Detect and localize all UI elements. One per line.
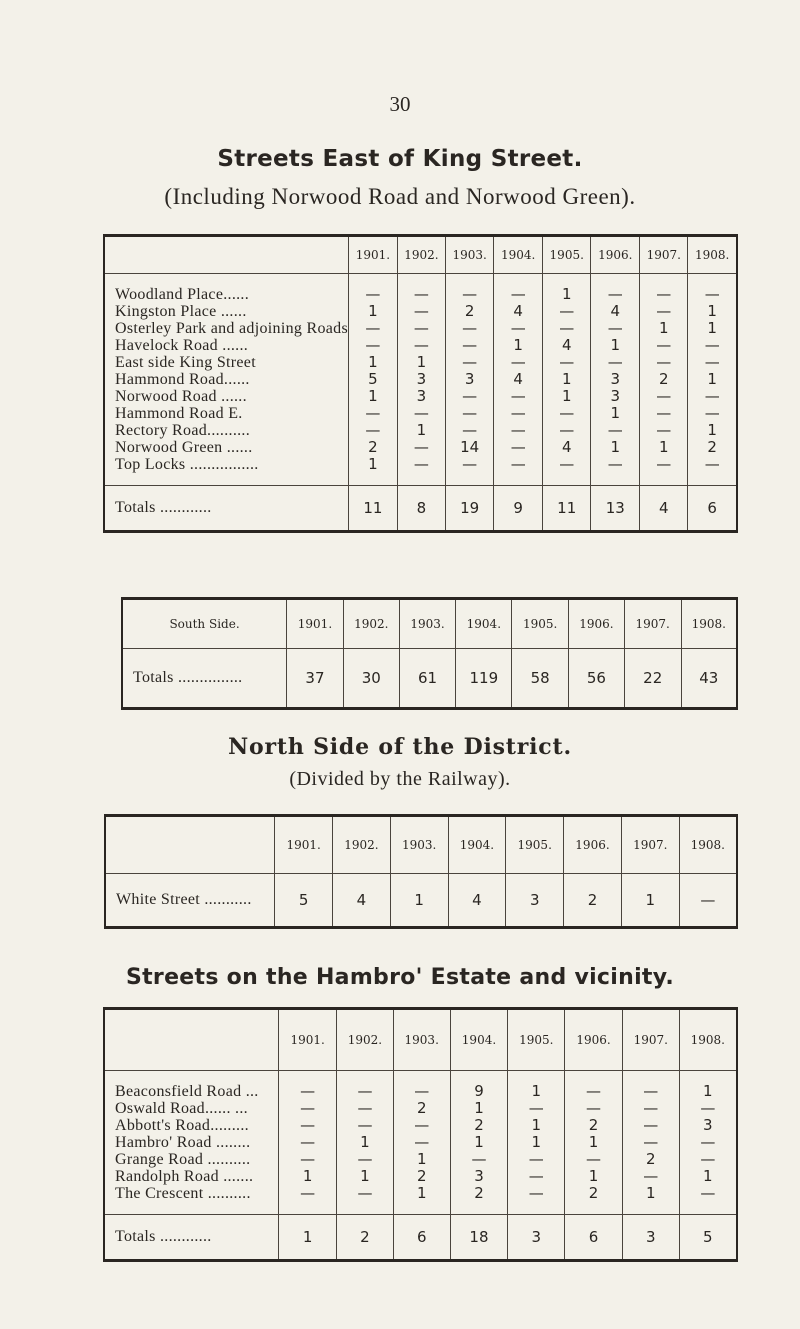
section1-subtitle: (Including Norwood Road and Norwood Green). bbox=[164, 184, 636, 209]
value-cell: 1 bbox=[508, 1134, 565, 1151]
street-name: Beaconsfield Road ... bbox=[115, 1083, 259, 1100]
value-cell: 3 bbox=[397, 371, 445, 388]
value-cell: 2 bbox=[565, 1185, 623, 1202]
total-cell: 18 bbox=[450, 1215, 508, 1261]
value-cell: 1 bbox=[688, 320, 737, 337]
value-cell: — bbox=[279, 1083, 337, 1100]
street-name: Top Locks ................ bbox=[115, 456, 259, 473]
table-row bbox=[104, 337, 737, 354]
value-cell: — bbox=[446, 354, 494, 371]
section4-totals-row bbox=[104, 1215, 737, 1261]
value-cell: — bbox=[393, 1117, 450, 1134]
value-cell: — bbox=[622, 1100, 679, 1117]
year-header: 1902. bbox=[333, 816, 391, 874]
value-cell: — bbox=[688, 337, 737, 354]
street-name: Rectory Road.......... bbox=[115, 422, 251, 439]
value-cell: — bbox=[508, 1151, 565, 1168]
value-cell: — bbox=[450, 1151, 508, 1168]
street-name: Grange Road .......... bbox=[115, 1151, 251, 1168]
year-header: 1906. bbox=[564, 816, 622, 874]
year-header: 1901. bbox=[279, 1009, 337, 1071]
year-header: 1907. bbox=[640, 236, 688, 274]
year-header: 1901. bbox=[287, 599, 344, 649]
year-header: 1904. bbox=[448, 816, 506, 874]
section2-header-row bbox=[122, 599, 737, 649]
value-cell: 4 bbox=[543, 439, 591, 456]
table-row bbox=[104, 286, 737, 303]
total-cell: 6 bbox=[393, 1215, 450, 1261]
value-cell: — bbox=[543, 422, 591, 439]
year-header: 1907. bbox=[624, 599, 681, 649]
total-cell: 58 bbox=[512, 649, 569, 709]
year-header: 1903. bbox=[393, 1009, 450, 1071]
street-name: Randolph Road ....... bbox=[115, 1168, 254, 1185]
value-cell: 4 bbox=[333, 874, 391, 928]
year-header: 1903. bbox=[399, 599, 456, 649]
value-cell: — bbox=[397, 405, 445, 422]
value-cell: — bbox=[640, 388, 688, 405]
year-header: 1905. bbox=[508, 1009, 565, 1071]
value-cell: 1 bbox=[640, 439, 688, 456]
totals-label: Totals ............ bbox=[104, 486, 348, 532]
value-cell: — bbox=[679, 874, 737, 928]
value-cell: — bbox=[446, 320, 494, 337]
value-cell: 9 bbox=[450, 1083, 508, 1100]
year-header: 1903. bbox=[390, 816, 448, 874]
street-name: Hambro' Road ........ bbox=[115, 1134, 251, 1151]
value-cell: — bbox=[397, 456, 445, 473]
value-cell: — bbox=[688, 286, 737, 303]
total-cell: 1 bbox=[279, 1215, 337, 1261]
value-cell: 3 bbox=[446, 371, 494, 388]
value-cell: 1 bbox=[543, 286, 591, 303]
south-side-label: South Side. bbox=[122, 599, 287, 649]
value-cell: — bbox=[348, 422, 397, 439]
value-cell: 1 bbox=[337, 1168, 394, 1185]
section4-table bbox=[103, 1007, 738, 1262]
total-cell: 11 bbox=[543, 486, 591, 532]
total-cell: 37 bbox=[287, 649, 344, 709]
value-cell: — bbox=[494, 320, 543, 337]
value-cell: — bbox=[337, 1100, 394, 1117]
header-blank-cell bbox=[105, 816, 275, 874]
section3-header-row bbox=[105, 816, 737, 874]
value-cell: — bbox=[279, 1117, 337, 1134]
year-header: 1908. bbox=[681, 599, 737, 649]
value-cell: 1 bbox=[348, 456, 397, 473]
value-cell: 1 bbox=[494, 337, 543, 354]
year-header: 1903. bbox=[446, 236, 494, 274]
value-cell: — bbox=[679, 1134, 737, 1151]
value-cell: — bbox=[622, 1117, 679, 1134]
year-header: 1902. bbox=[343, 599, 399, 649]
value-cell: — bbox=[508, 1168, 565, 1185]
value-cell: — bbox=[565, 1100, 623, 1117]
section1-title: Streets East of King Street. bbox=[217, 146, 583, 172]
value-cell: 4 bbox=[591, 303, 640, 320]
value-cell: 1 bbox=[688, 422, 737, 439]
value-cell: 1 bbox=[591, 337, 640, 354]
year-header: 1901. bbox=[275, 816, 333, 874]
value-cell: 1 bbox=[450, 1134, 508, 1151]
value-cell: — bbox=[565, 1151, 623, 1168]
year-header: 1904. bbox=[494, 236, 543, 274]
value-cell: — bbox=[640, 422, 688, 439]
street-name: Norwood Green ...... bbox=[115, 439, 253, 456]
total-cell: 11 bbox=[348, 486, 397, 532]
street-name: Oswald Road...... ... bbox=[115, 1100, 248, 1117]
value-cell: — bbox=[543, 405, 591, 422]
year-header: 1906. bbox=[569, 599, 625, 649]
value-cell: 1 bbox=[543, 371, 591, 388]
value-cell: 2 bbox=[450, 1117, 508, 1134]
value-cell: — bbox=[591, 456, 640, 473]
value-cell: — bbox=[337, 1151, 394, 1168]
total-cell: 13 bbox=[591, 486, 640, 532]
value-cell: 1 bbox=[640, 320, 688, 337]
value-cell: — bbox=[565, 1083, 623, 1100]
value-cell: 3 bbox=[591, 371, 640, 388]
value-cell: — bbox=[393, 1134, 450, 1151]
value-cell: — bbox=[446, 405, 494, 422]
total-cell: 2 bbox=[337, 1215, 394, 1261]
value-cell: — bbox=[679, 1100, 737, 1117]
street-name: Woodland Place...... bbox=[115, 286, 250, 303]
value-cell: 2 bbox=[640, 371, 688, 388]
table-row bbox=[104, 422, 737, 439]
value-cell: — bbox=[688, 405, 737, 422]
value-cell: 1 bbox=[397, 422, 445, 439]
year-header: 1901. bbox=[348, 236, 397, 274]
value-cell: 1 bbox=[679, 1168, 737, 1185]
value-cell: — bbox=[337, 1185, 394, 1202]
header-blank-cell bbox=[104, 236, 348, 274]
value-cell: 1 bbox=[348, 388, 397, 405]
year-header: 1906. bbox=[565, 1009, 623, 1071]
value-cell: — bbox=[279, 1151, 337, 1168]
value-cell: — bbox=[446, 456, 494, 473]
street-name: Hammond Road...... bbox=[115, 371, 250, 388]
street-name: The Crescent .......... bbox=[115, 1185, 251, 1202]
value-cell: — bbox=[688, 354, 737, 371]
year-header: 1904. bbox=[450, 1009, 508, 1071]
value-cell: 3 bbox=[591, 388, 640, 405]
value-cell: 1 bbox=[679, 1083, 737, 1100]
table-row bbox=[104, 320, 737, 337]
totals-label: Totals ............... bbox=[133, 669, 243, 686]
page-number: 30 bbox=[389, 92, 411, 116]
value-cell: — bbox=[508, 1100, 565, 1117]
year-header: 1908. bbox=[688, 236, 737, 274]
value-cell: 1 bbox=[348, 354, 397, 371]
table-row bbox=[104, 371, 737, 388]
table-row bbox=[104, 354, 737, 371]
value-cell: — bbox=[393, 1083, 450, 1100]
value-cell: 4 bbox=[543, 337, 591, 354]
value-cell: — bbox=[543, 354, 591, 371]
value-cell: 1 bbox=[348, 303, 397, 320]
value-cell: — bbox=[397, 439, 445, 456]
value-cell: 2 bbox=[393, 1100, 450, 1117]
value-cell: — bbox=[688, 456, 737, 473]
value-cell: — bbox=[494, 286, 543, 303]
value-cell: — bbox=[494, 456, 543, 473]
value-cell: — bbox=[640, 405, 688, 422]
street-name: Norwood Road ...... bbox=[115, 388, 247, 405]
table-row bbox=[104, 1117, 737, 1134]
street-name: Abbott's Road......... bbox=[115, 1117, 249, 1134]
value-cell: — bbox=[640, 354, 688, 371]
value-cell: 3 bbox=[450, 1168, 508, 1185]
value-cell: 1 bbox=[621, 874, 679, 928]
section3-subtitle: (Divided by the Railway). bbox=[289, 768, 511, 790]
year-header: 1905. bbox=[543, 236, 591, 274]
value-cell: — bbox=[508, 1185, 565, 1202]
row-label: White Street ........... bbox=[116, 891, 252, 908]
table-row bbox=[104, 456, 737, 473]
value-cell: 2 bbox=[393, 1168, 450, 1185]
total-cell: 30 bbox=[343, 649, 399, 709]
value-cell: — bbox=[348, 286, 397, 303]
value-cell: — bbox=[279, 1134, 337, 1151]
total-cell: 61 bbox=[399, 649, 456, 709]
value-cell: 1 bbox=[508, 1117, 565, 1134]
total-cell: 119 bbox=[456, 649, 512, 709]
year-header: 1906. bbox=[591, 236, 640, 274]
year-header: 1908. bbox=[679, 816, 737, 874]
table-row bbox=[104, 388, 737, 405]
value-cell: 4 bbox=[494, 371, 543, 388]
value-cell: — bbox=[446, 422, 494, 439]
value-cell: — bbox=[591, 286, 640, 303]
table-row bbox=[104, 405, 737, 422]
value-cell: — bbox=[348, 320, 397, 337]
value-cell: 1 bbox=[591, 405, 640, 422]
value-cell: 1 bbox=[688, 303, 737, 320]
total-cell: 19 bbox=[446, 486, 494, 532]
value-cell: — bbox=[591, 320, 640, 337]
total-cell: 43 bbox=[681, 649, 737, 709]
street-name: Kingston Place ...... bbox=[115, 303, 247, 320]
value-cell: — bbox=[494, 388, 543, 405]
total-cell: 5 bbox=[679, 1215, 737, 1261]
value-cell: 1 bbox=[390, 874, 448, 928]
value-cell: — bbox=[622, 1083, 679, 1100]
value-cell: — bbox=[279, 1185, 337, 1202]
value-cell: 2 bbox=[688, 439, 737, 456]
value-cell: — bbox=[640, 456, 688, 473]
street-name: East side King Street bbox=[115, 354, 256, 371]
value-cell: 2 bbox=[565, 1117, 623, 1134]
total-cell: 6 bbox=[565, 1215, 623, 1261]
value-cell: — bbox=[679, 1185, 737, 1202]
value-cell: — bbox=[640, 286, 688, 303]
total-cell: 3 bbox=[508, 1215, 565, 1261]
value-cell: 4 bbox=[448, 874, 506, 928]
value-cell: — bbox=[494, 354, 543, 371]
value-cell: 1 bbox=[565, 1168, 623, 1185]
value-cell: 1 bbox=[337, 1134, 394, 1151]
value-cell: — bbox=[348, 337, 397, 354]
table-row bbox=[104, 1100, 737, 1117]
value-cell: — bbox=[397, 320, 445, 337]
value-cell: — bbox=[640, 303, 688, 320]
value-cell: 2 bbox=[348, 439, 397, 456]
value-cell: — bbox=[397, 286, 445, 303]
section4-header-row bbox=[104, 1009, 737, 1071]
table-row bbox=[104, 1134, 737, 1151]
value-cell: 2 bbox=[446, 303, 494, 320]
value-cell: — bbox=[446, 337, 494, 354]
section1-header-row bbox=[104, 236, 737, 274]
white-street-row bbox=[105, 874, 737, 928]
year-header: 1907. bbox=[622, 1009, 679, 1071]
value-cell: — bbox=[622, 1168, 679, 1185]
section2-table bbox=[121, 597, 738, 710]
value-cell: — bbox=[446, 286, 494, 303]
value-cell: — bbox=[543, 320, 591, 337]
total-cell: 3 bbox=[622, 1215, 679, 1261]
value-cell: — bbox=[543, 303, 591, 320]
value-cell: — bbox=[640, 337, 688, 354]
value-cell: 3 bbox=[397, 388, 445, 405]
total-cell: 6 bbox=[688, 486, 737, 532]
year-header: 1905. bbox=[506, 816, 564, 874]
value-cell: 2 bbox=[450, 1185, 508, 1202]
year-header: 1902. bbox=[397, 236, 445, 274]
value-cell: 1 bbox=[393, 1185, 450, 1202]
value-cell: — bbox=[591, 354, 640, 371]
header-blank-cell bbox=[104, 1009, 279, 1071]
value-cell: — bbox=[397, 303, 445, 320]
value-cell: 1 bbox=[622, 1185, 679, 1202]
value-cell: 1 bbox=[688, 371, 737, 388]
year-header: 1908. bbox=[679, 1009, 737, 1071]
value-cell: — bbox=[397, 337, 445, 354]
value-cell: — bbox=[348, 405, 397, 422]
value-cell: — bbox=[446, 388, 494, 405]
total-cell: 56 bbox=[569, 649, 625, 709]
value-cell: 1 bbox=[279, 1168, 337, 1185]
value-cell: 1 bbox=[591, 439, 640, 456]
section3-title: North Side of the District. bbox=[228, 734, 572, 760]
value-cell: 1 bbox=[450, 1100, 508, 1117]
totals-label: Totals ............ bbox=[104, 1215, 279, 1261]
year-header: 1904. bbox=[456, 599, 512, 649]
table-row bbox=[104, 1151, 737, 1168]
value-cell: 5 bbox=[348, 371, 397, 388]
street-name: Havelock Road ...... bbox=[115, 337, 249, 354]
value-cell: — bbox=[279, 1100, 337, 1117]
value-cell: 3 bbox=[679, 1117, 737, 1134]
value-cell: 1 bbox=[508, 1083, 565, 1100]
street-name: Hammond Road E. bbox=[115, 405, 243, 422]
total-cell: 22 bbox=[624, 649, 681, 709]
street-name: Osterley Park and adjoining Roads bbox=[115, 320, 348, 337]
year-header: 1905. bbox=[512, 599, 569, 649]
table-row bbox=[104, 439, 737, 456]
value-cell: 2 bbox=[564, 874, 622, 928]
table-row bbox=[104, 303, 737, 320]
value-cell: 1 bbox=[565, 1134, 623, 1151]
value-cell: 14 bbox=[446, 439, 494, 456]
value-cell: — bbox=[494, 405, 543, 422]
section1-table bbox=[103, 234, 738, 533]
section1-totals-row bbox=[104, 486, 737, 532]
total-cell: 8 bbox=[397, 486, 445, 532]
value-cell: — bbox=[622, 1134, 679, 1151]
value-cell: 1 bbox=[543, 388, 591, 405]
section4-title: Streets on the Hambro' Estate and vicinity. bbox=[125, 965, 675, 990]
table-row bbox=[104, 1168, 737, 1185]
value-cell: 1 bbox=[393, 1151, 450, 1168]
value-cell: — bbox=[543, 456, 591, 473]
total-cell: 9 bbox=[494, 486, 543, 532]
value-cell: — bbox=[679, 1151, 737, 1168]
year-header: 1902. bbox=[337, 1009, 394, 1071]
value-cell: — bbox=[688, 388, 737, 405]
value-cell: — bbox=[337, 1083, 394, 1100]
value-cell: 1 bbox=[397, 354, 445, 371]
value-cell: — bbox=[494, 439, 543, 456]
value-cell: — bbox=[494, 422, 543, 439]
table-row bbox=[104, 1083, 737, 1100]
total-cell: 4 bbox=[640, 486, 688, 532]
value-cell: — bbox=[337, 1117, 394, 1134]
value-cell: — bbox=[591, 422, 640, 439]
value-cell: 4 bbox=[494, 303, 543, 320]
section2-totals-row bbox=[122, 649, 737, 709]
value-cell: 5 bbox=[275, 874, 333, 928]
value-cell: 2 bbox=[622, 1151, 679, 1168]
table-row bbox=[104, 1185, 737, 1202]
value-cell: 3 bbox=[506, 874, 564, 928]
year-header: 1907. bbox=[621, 816, 679, 874]
section3-table bbox=[104, 814, 738, 929]
